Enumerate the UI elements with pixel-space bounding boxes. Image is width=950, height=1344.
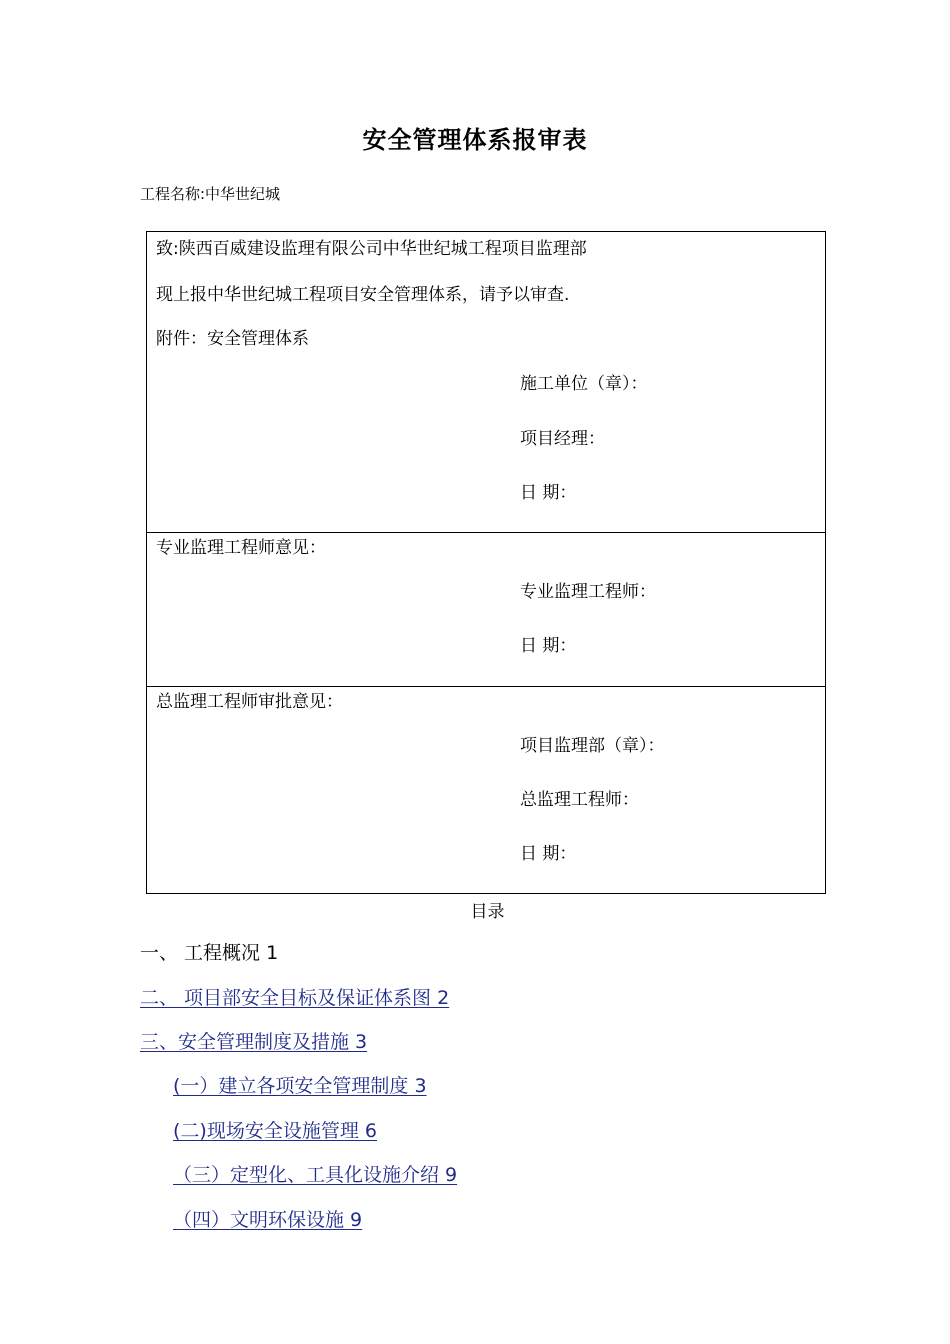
- engineer-opinion-label: 专业监理工程师意见：: [156, 538, 326, 558]
- toc-link[interactable]: 二、 项目部安全目标及保证体系图 2: [140, 987, 450, 1009]
- page-title: 安全管理体系报审表: [362, 126, 588, 154]
- toc-link[interactable]: (一）建立各项安全管理制度 3: [173, 1075, 427, 1097]
- toc-link[interactable]: 三、安全管理制度及措施 3: [140, 1031, 368, 1053]
- chief-approval-section: [147, 687, 825, 893]
- toc-link[interactable]: （三）定型化、工具化设施介绍 9: [173, 1164, 458, 1186]
- attachment-line: 附件：安全管理体系: [156, 329, 309, 349]
- chief-engineer-label: 总监理工程师：: [520, 790, 639, 810]
- contractor-stamp-label: 施工单位（章）：: [520, 374, 648, 394]
- chief-opinion-label: 总监理工程师审批意见：: [156, 692, 343, 712]
- submission-text: 现上报中华世纪城工程项目安全管理体系，请予以审查.: [156, 285, 570, 305]
- engineer-opinion-section: [147, 533, 825, 687]
- toc-link[interactable]: （四）文明环保设施 9: [173, 1209, 363, 1231]
- project-manager-label: 项目经理：: [520, 429, 605, 449]
- submission-section: [147, 232, 825, 533]
- approval-form: [146, 231, 826, 894]
- date-label: 日 期：: [520, 844, 577, 864]
- toc-item: 一、 工程概况 1: [140, 942, 279, 964]
- project-name: 工程名称:中华世纪城: [140, 185, 281, 203]
- date-label: 日 期：: [520, 483, 577, 503]
- toc-title: 目录: [470, 902, 505, 922]
- engineer-signature-label: 专业监理工程师：: [520, 582, 656, 602]
- supervision-dept-stamp-label: 项目监理部（章）：: [520, 736, 665, 756]
- toc-link[interactable]: (二)现场安全设施管理 6: [173, 1120, 377, 1142]
- date-label: 日 期：: [520, 636, 577, 656]
- recipient-line: 致:陕西百威建设监理有限公司中华世纪城工程项目监理部: [156, 239, 587, 259]
